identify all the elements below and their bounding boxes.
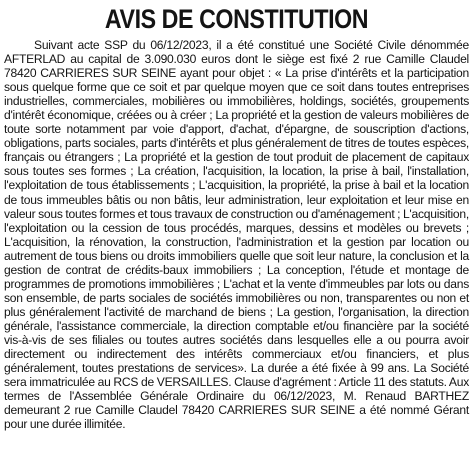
notice-title: AVIS DE CONSTITUTION [104, 4, 369, 34]
notice-body: Suivant acte SSP du 06/12/2023, il a été constitué une Société Civile dénommée AFTERLAD au capital de 3.090.030 euros dont le siège est fixé 2 rue Camille Claudel 78420 CARRIERES SUR SEINE ayant pour objet : « La prise d'intérêts et la participation sous quelque forme que ce soit et par quelque moyen que ce soit dans toutes entreprises industrielles, commerciales, mobilières ou immobilières, holdings, sociétés, groupements d'intérêt économique, créées ou à créer ; La propriété et la gestion de valeurs mobilières de toute sorte notamment par voie d'apport, d'achat, d'épargne, de souscription d'actions, obligations, parts sociales, parts d'intérêts et plus généralement de titres de toutes espèces, français ou étrangers ; La propriété et la gestion de tout produit de placement de capitaux sous toutes ses formes ; La création, l'acquisition, la location, la prise à bail, l'installation, l'exploitation de tous établissements ; L'acquisition, la propriété, la prise à bail et la location de tous immeubles bâtis ou non bâtis, leur administration, leur exploitation et leur mise en valeur sous toutes formes et tous travaux de construction ou d'aménagement ; L'acquisition, l'exploitation ou la cession de tous procédés, marques, dessins et modèles ou brevets ; L'acquisition, la rénovation, la construction, l'administration et la gestion par location ou autrement de tous biens ou droits immobiliers quelle que soit leur nature, la conclusion et la gestion de contrat de crédits-baux immobiliers ; La conception, l'étude et montage de programmes de promotions immobilières ; L'achat et la vente d'immeubles par lots ou dans son ensemble, de parts sociales de sociétés immobilières ou non, transparentes ou non et plus généralement l'activité de marchand de biens ; La gestion, l'organisation, la direction générale, l'assistance commerciale, la direction comptable et/ou financière par la société vis-à-vis de ses filiales ou toutes autres sociétés dans lesquelles elle a ou pourra avoir directement ou indirectement des intérêts commerciaux et/ou financiers, et plus généralement, toutes prestations de services». La durée a été fixée à 99 ans. La Société sera immatriculée au RCS de VERSAILLES. Clause d'agrément : Article 11 des statuts. Aux termes de l'Assemblée Générale Ordinaire du 06/12/2023, M. Renaud BARTHEZ demeurant 2 rue Camille Claudel 78420 CARRIERES SUR SEINE a été nommé Gérant pour une durée illimitée. [4, 38, 469, 432]
legal-notice [4, 0, 469, 431]
